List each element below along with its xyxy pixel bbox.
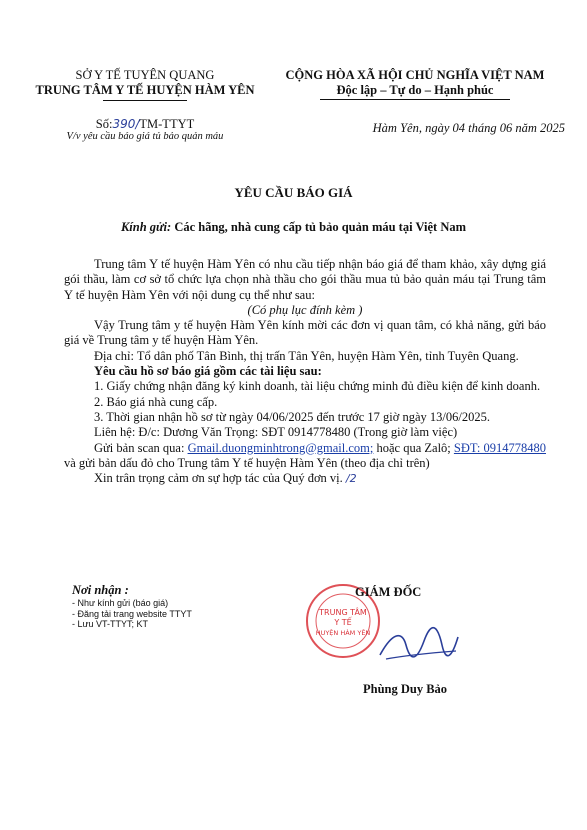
signer-position: GIÁM ĐỐC (355, 585, 422, 599)
national-header (270, 68, 560, 100)
recipient-item: - Đăng tải trang website TTYT (72, 608, 192, 619)
national-motto: Độc lập – Tự do – Hạnh phúc (336, 83, 494, 97)
document-number (30, 117, 260, 132)
scan-mid: hoặc qua Zalô; (373, 440, 454, 455)
requirement-item: 2. Báo giá nhà cung cấp. (94, 394, 218, 409)
scan-prefix: Gửi bản scan qua: (94, 440, 188, 455)
requirements-heading: Yêu cầu hồ sơ báo giá gồm các tài liệu sau: (94, 364, 322, 379)
agency-parent: SỞ Y TẾ TUYÊN QUANG (75, 68, 215, 82)
document-title: YÊU CẦU BÁO GIÁ (234, 185, 353, 200)
document-body (64, 257, 546, 486)
seal-line-2: Y TẾ (334, 618, 352, 627)
intro-paragraph: Trung tâm Y tế huyện Hàm Yên có nhu cầu tiếp nhận báo giá để tham khảo, xây dựng giá gói thầu, làm cơ sở tổ chức lựa chọn nhà thầu cho gói thầu mua tủ bảo quản máu tại Trung tâm Y tế huyện Hàm Yên với nội dung cụ thể như sau: (64, 257, 546, 302)
thanks-line (64, 471, 546, 486)
initial-mark: /2 (345, 472, 357, 486)
appendix-note: (Có phụ lục đính kèm ) (247, 302, 363, 317)
agency-header (30, 68, 260, 101)
motto-underline (320, 99, 510, 100)
handwritten-signature-icon (372, 615, 462, 670)
doc-number-value: 390/ (112, 117, 140, 131)
seal-line-3: HUYỆN HÀM YÊN (315, 629, 371, 637)
doc-number-suffix: TM-TTYT (139, 117, 195, 131)
recipient-label: Kính gửi: (120, 220, 172, 234)
recipients-list (72, 598, 192, 630)
agency-underline (103, 100, 187, 101)
agency-name: TRUNG TÂM Y TẾ HUYỆN HÀM YÊN (35, 83, 255, 97)
country-name: CỘNG HÒA XÃ HỘI CHỦ NGHĨA VIỆT NAM (285, 68, 545, 82)
phone-link[interactable]: SĐT: 0914778480 (453, 440, 546, 455)
address-paragraph: Địa chỉ: Tổ dân phố Tân Bình, thị trấn Tân Yên, huyện Hàm Yên, tỉnh Tuyên Quang. (94, 348, 519, 363)
document-subject: V/v yêu cầu báo giá tủ bảo quản máu (66, 131, 224, 142)
invitation-paragraph: Vậy Trung tâm y tế huyện Hàm Yên kính mời các đơn vị quan tâm, có khả năng, gửi báo giá về Trung tâm y tế huyện Hàm Yên. (64, 318, 546, 348)
recipients-heading: Nơi nhận : (72, 583, 129, 597)
doc-number-label: Số: (95, 117, 113, 131)
thanks-text: Xin trân trọng cảm ơn sự hợp tác của Quý đơn vị. (94, 471, 343, 486)
recipient-value: Các hãng, nhà cung cấp tủ bảo quản máu tại Việt Nam (174, 220, 467, 234)
signer-name: Phùng Duy Bảo (363, 682, 448, 696)
email-link[interactable]: Gmail.duongminhtrong@gmail.com; (187, 440, 374, 455)
document-date: Hàm Yên, ngày 04 tháng 06 năm 2025 (372, 121, 565, 135)
scan-suffix: và gửi bản dấu đỏ cho Trung tâm Y tế huyện Hàm Yên (theo địa chỉ trên) (64, 455, 430, 470)
recipient-item: - Lưu VT-TTYT; KT (72, 619, 149, 629)
recipient-item: - Như kính gửi (báo giá) (72, 598, 169, 608)
scan-instructions (64, 441, 546, 472)
contact-line: Liên hệ: Đ/c: Dương Văn Trọng: SĐT 0914778480 (Trong giờ làm việc) (94, 425, 458, 440)
seal-line-1: TRUNG TÂM (319, 608, 367, 617)
requirement-item: 1. Giấy chứng nhận đăng ký kinh doanh, tài liệu chứng minh đủ điều kiện để kinh doanh. (94, 379, 541, 394)
requirement-item: 3. Thời gian nhận hồ sơ từ ngày 04/06/2025 đến trước 17 giờ ngày 13/06/2025. (94, 409, 490, 424)
recipient-line (0, 220, 587, 235)
